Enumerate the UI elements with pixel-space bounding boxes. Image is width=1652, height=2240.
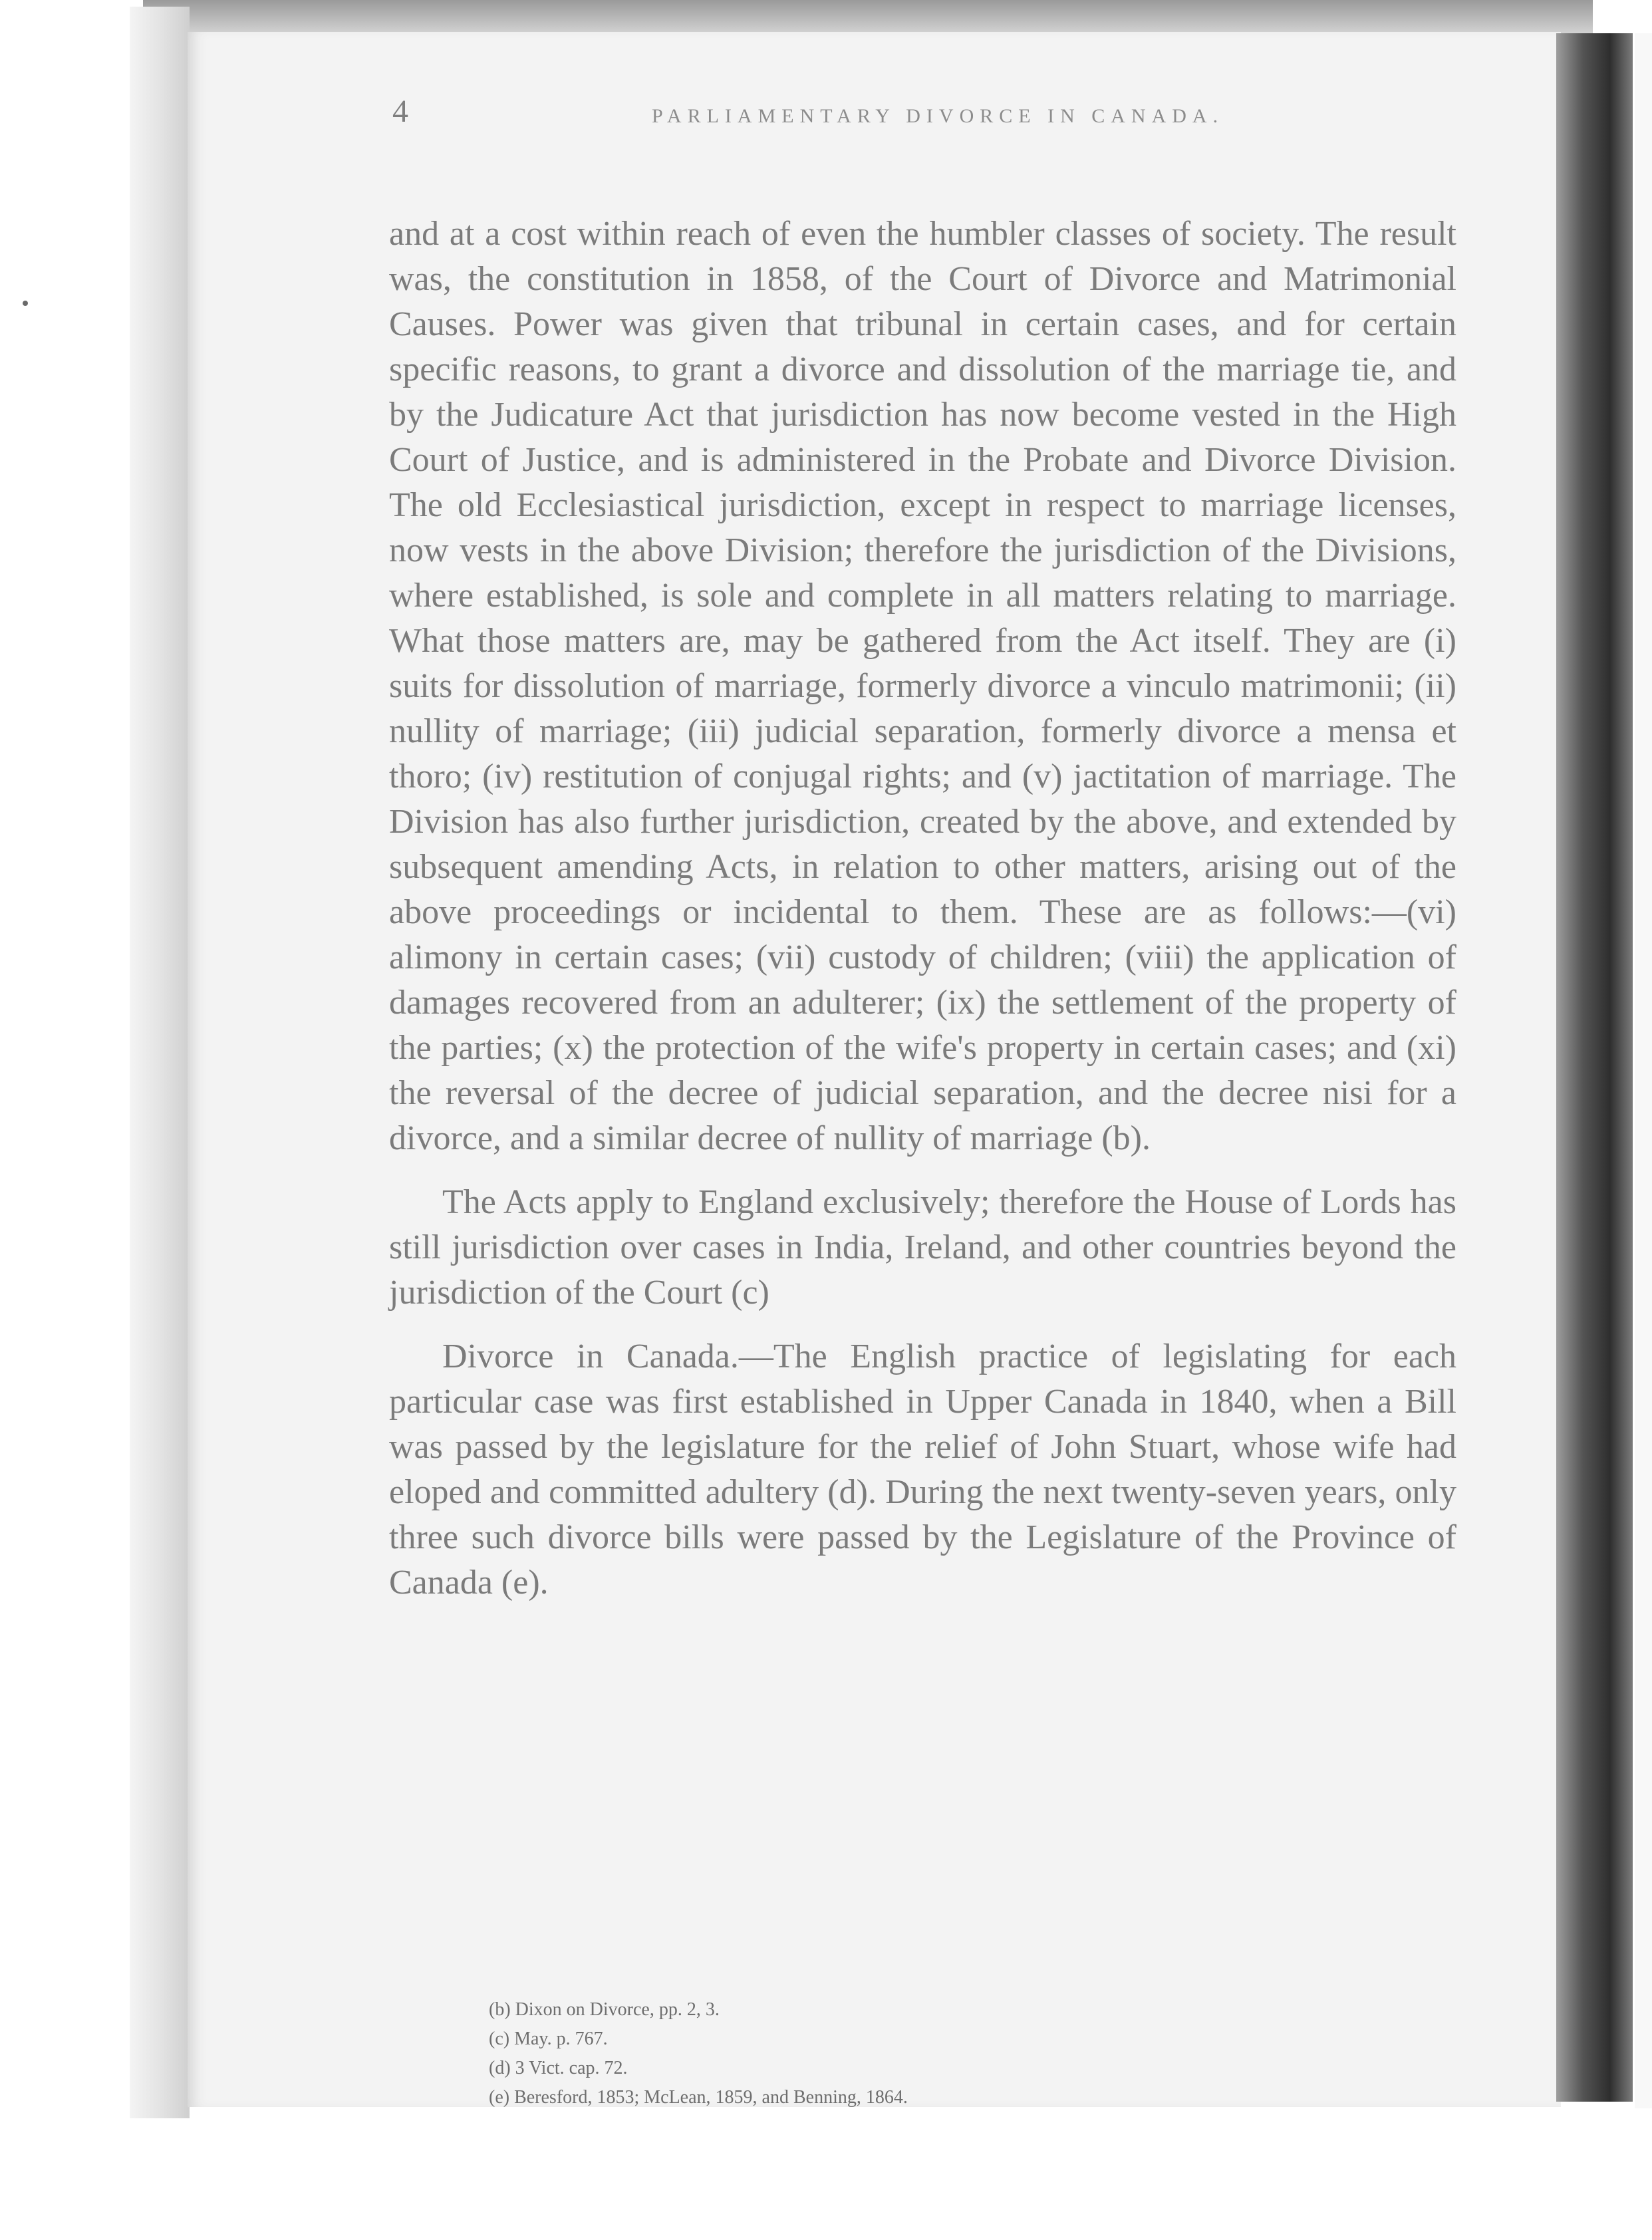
- page-header: [392, 93, 1456, 186]
- page-number: 4: [392, 94, 408, 129]
- paragraph-acts-apply: The Acts apply to England exclusively; therefore the House of Lords has still jurisdiction over cases in India, Ireland, and other countries beyond the jurisdiction of the Court (c): [389, 1183, 1456, 1312]
- paragraph-divorce-in-canada: Divorce in Canada.—The English practice of legislating for each particular case was first established in Upper Canada in 1840, when a Bill was passed by the legislature for the relief of John Stuart, whose wife had eloped and committed adultery (d). During the next twenty-seven years, only three such divorce bills were passed by the Legislature of the Province of Canada (e).: [389, 1337, 1456, 1602]
- running-title: PARLIAMENTARY DIVORCE IN CANADA.: [652, 105, 1224, 127]
- book-outer-edge: [130, 7, 190, 2118]
- footnote-b: (b) Dixon on Divorce, pp. 2, 3.: [489, 1999, 720, 2020]
- scan-speck: [23, 301, 28, 306]
- body-text: [389, 211, 1456, 1606]
- footnote-d: (d) 3 Vict. cap. 72.: [489, 2058, 628, 2078]
- footnote-c: (c) May. p. 767.: [489, 2029, 608, 2049]
- footnote-e: (e) Beresford, 1853; McLean, 1859, and Benning, 1864.: [489, 2087, 908, 2108]
- paragraph-matrimonial-causes: and at a cost within reach of even the humbler classes of society. The result was, the constitution in 1858, of the Court of Divorce and Matrimonial Causes. Power was given that tribunal in certain cases, and for certain specific reasons, to grant a divorce and dissolution of the marriage tie, and by the Judicature Act that jurisdiction has now become vested in the High Court of Justice, and is administered in the Probate and Divorce Division. The old Ecclesiastical jurisdiction, except in respect to marriage licenses, now vests in the above Division; therefore the jurisdiction of the Divisions, where established, is sole and complete in all matters relating to marriage. What those matters are, may be gathered from the Act itself. They are (i) suits for dissolution of marriage, formerly divorce a vinculo matrimonii; (ii) nullity of marriage; (iii) judicial separation, formerly divorce a mensa et thoro; (iv) restitution of conjugal rights; and (v) jactitation of marriage. The Division has also further jurisdiction, created by the above, and extended by subsequent amending Acts, in relation to other matters, arising out of the above proceedings or incidental to them. These are as follows:—(vi) alimony in certain cases; (vii) custody of children; (viii) the application of damages recovered from an adulterer; (ix) the settlement of the property of the parties; (x) the protection of the wife's property in certain cases; and (xi) the reversal of the decree of judicial separation, and the decree nisi for a divorce, and a similar decree of nullity of marriage (b).: [389, 215, 1456, 1157]
- footnotes: [489, 1995, 1420, 2112]
- facing-page-edge: [1635, 33, 1652, 2108]
- book-gutter-shadow: [1556, 33, 1633, 2102]
